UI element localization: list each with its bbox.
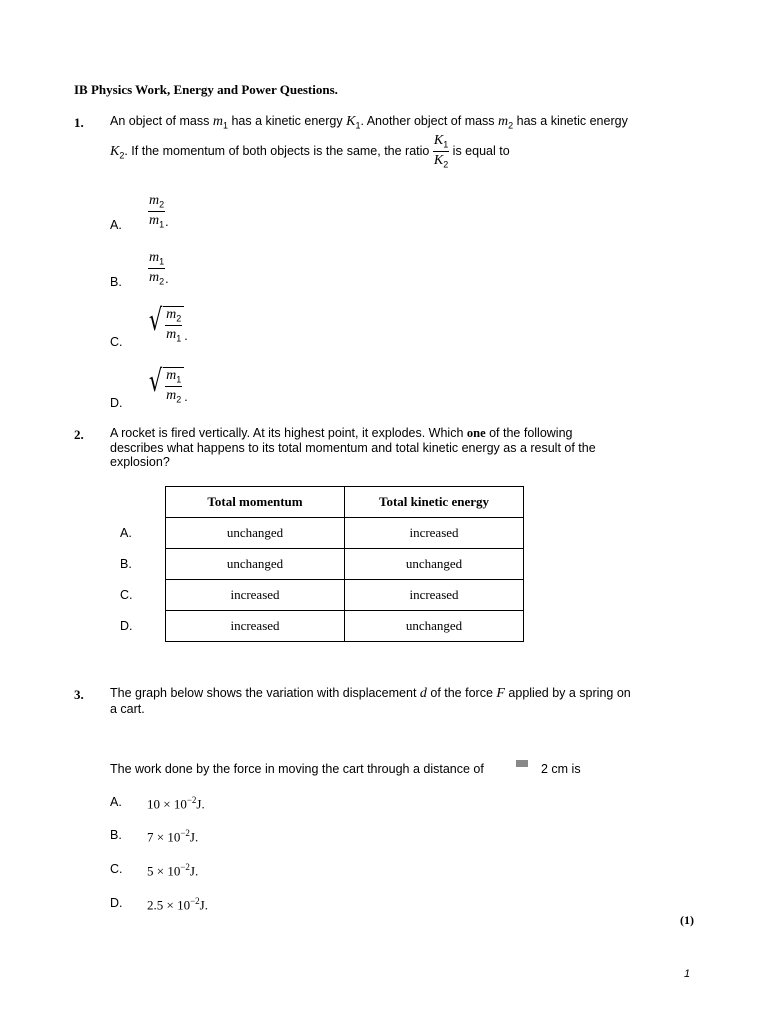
table-row <box>166 611 524 642</box>
energy-cell: increased <box>345 518 524 549</box>
q3-option-b-label: B. <box>110 828 122 842</box>
header-total-kinetic-energy: Total kinetic energy <box>345 487 524 518</box>
q1-option-c-value: √ $\frac{m_2}{m_1}$ . <box>146 306 188 343</box>
q1-option-a-value: $\frac{m_2}{m_1}$ . <box>149 193 169 229</box>
page-number: 1 <box>684 968 691 980</box>
q3-option-c-value: $5 \times 10^{-2}J$. <box>147 862 199 879</box>
q1-ratio-fraction: $\frac{K_1}{K_2}$ <box>433 133 449 169</box>
table-row <box>166 549 524 580</box>
q3-option-d-value: $2.5 \times 10^{-2}J$. <box>147 896 208 913</box>
table-header-row <box>166 487 524 518</box>
q1-option-c-label: C. <box>110 335 123 349</box>
momentum-cell: increased <box>166 580 345 611</box>
q1-line2: $K_2$. If the momentum of both objects is the same, the ratio $\frac{K_1}{K_2}$ is equal to <box>110 133 510 169</box>
q3-work-text: The work done by the force in moving the cart through a distance of <box>110 762 484 776</box>
q1-number: 1. <box>74 115 84 130</box>
square-root-symbol: √ $\frac{m_1}{m_2}$ <box>146 367 184 404</box>
q1-line1: An object of mass $m_1$ has a kinetic energy $K_1$. Another object of mass $m_2$ has a kinetic energy <box>110 114 628 131</box>
q3-distance: 2 cm is <box>541 762 581 776</box>
q1-option-a-label: A. <box>110 218 122 232</box>
page-title: IB Physics Work, Energy and Power Questions. <box>74 82 338 97</box>
q1-option-b-value: $\frac{m_1}{m_2}$ . <box>149 250 169 286</box>
q1-option-d-label: D. <box>110 396 123 410</box>
q3-text: The graph below shows the variation with displacement d of the force F applied by a spring on a cart. <box>110 686 631 716</box>
q1-option-b-label: B. <box>110 275 122 289</box>
momentum-cell: unchanged <box>166 518 345 549</box>
missing-graph-image <box>516 760 528 767</box>
table-row <box>166 518 524 549</box>
marks-indicator: (1) <box>680 913 694 927</box>
momentum-cell: unchanged <box>166 549 345 580</box>
q3-option-a-value: $10 \times 10^{-2}J$. <box>147 795 205 812</box>
header-total-momentum: Total momentum <box>166 487 345 518</box>
q3-option-a-label: A. <box>110 795 122 809</box>
momentum-cell: increased <box>166 611 345 642</box>
table-row <box>166 580 524 611</box>
q3-option-d-label: D. <box>110 896 123 910</box>
square-root-symbol: √ $\frac{m_2}{m_1}$ <box>146 306 184 343</box>
q2-text: A rocket is fired vertically. At its highest point, it explodes. Which one of the following describes what happens to its total momentum and total kinetic energy as a result of the explosion? <box>110 426 596 469</box>
energy-cell: increased <box>345 580 524 611</box>
q3-number: 3. <box>74 687 84 702</box>
q3-option-c-label: C. <box>110 862 123 876</box>
q3-option-b-value: $7 \times 10^{-2}J$. <box>147 828 199 845</box>
q2-answer-table <box>165 486 524 642</box>
q2-number: 2. <box>74 427 84 442</box>
energy-cell: unchanged <box>345 549 524 580</box>
q1-option-d-value: √ $\frac{m_1}{m_2}$ . <box>146 367 188 404</box>
energy-cell: unchanged <box>345 611 524 642</box>
